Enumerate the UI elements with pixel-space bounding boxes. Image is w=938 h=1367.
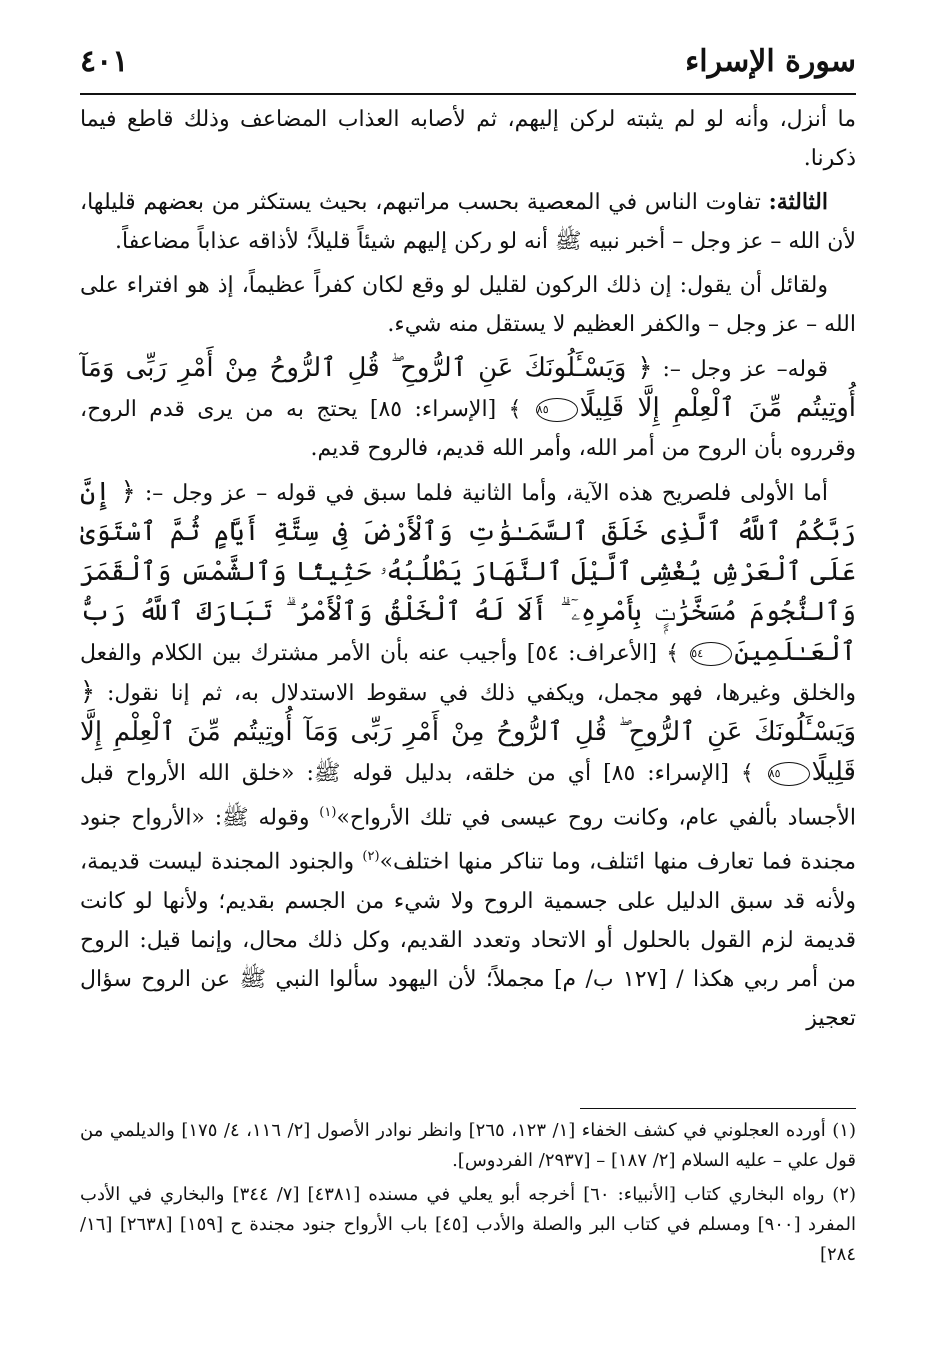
footnote-ref: (١) [319, 805, 337, 820]
paragraph-5 [80, 473, 856, 1038]
page-header [80, 38, 856, 94]
header-divider [80, 93, 856, 95]
paragraph-4 [80, 349, 856, 468]
footnote-1: (١) أورده العجلوني في كشف الخفاء [١/ ١٢٣، ٢٦٥] وانظر نوادر الأصول [٢/ ١١٦، ٤/ ١٧٥] والديلمي من قول علي – عليه السلام [٢/ ١٨٧] – [٢٩٣٧/ الفردوس]. [80, 1120, 856, 1171]
ayah-number-mark: ٨٥ [768, 762, 810, 786]
paragraph-4-text: ﴾ [الإسراء: ٨٥] يحتج به من يرى قدم الروح، وقرروه بأن الروح من أمر الله، وأمر الله قديم، فالروح قديم. [80, 397, 856, 461]
main-text [80, 100, 856, 1043]
paragraph-2 [80, 183, 856, 261]
footnotes [80, 1116, 856, 1274]
quran-verse: ﴿ إِنَّ رَبَّكُمُ ٱللَّهُ ٱلَّذِى خَلَقَ ٱلسَّمَـٰوَٰتِ وَٱلْأَرْضَ فِى سِتَّةِ أَيَّامٍ ثُمَّ ٱسْتَوَىٰ عَلَى ٱلْعَرْشِ يُغْشِى ٱلَّيْلَ ٱلنَّهَارَ يَطْلُبُهُۥ حَثِيثًا وَٱلشَّمْسَ وَٱلْقَمَرَ وَٱلنُّجُومَ مُسَخَّرَٰتٍۭ بِأَمْرِهِۦٓ ۗ أَلَا لَهُ ٱلْخَلْقُ وَٱلْأَمْرُ ۗ تَبَارَكَ ٱللَّهُ رَبُّ ٱلْعَـٰلَمِينَ [80, 477, 856, 667]
paragraph-5-intro: أما الأولى فلصريح هذه الآية، وأما الثانية فلما سبق في قوله – عز وجل –: [135, 481, 829, 506]
paragraph-4-intro: قوله– عز وجل –: [652, 357, 828, 382]
point-label: الثالثة: [768, 189, 828, 215]
ayah-number-mark: ٨٥ [536, 398, 578, 422]
footnote-divider [580, 1108, 856, 1109]
paragraph-1: ما أنزل، وأنه لو لم يثبته لركن إليهم، ثم لأصابه العذاب المضاعف وذلك قاطع فيما ذكرنا. [80, 107, 856, 171]
quran-verse: ﴿ وَيَسْـَٔلُونَكَ عَنِ ٱلرُّوحِ ۖ قُلِ ٱلرُّوحُ مِنْ أَمْرِ رَبِّى وَمَآ أُوتِيتُم مِّنَ ٱلْعِلْمِ إِلَّا قَلِيلًا [80, 677, 857, 787]
paragraph-5-text: ﴾ [الأعراف: ٥٤] وأجيب عنه بأن الأمر مشترك بين الكلام والفعل والخلق وغيرها، فهو مجمل، ويكفي ذلك في سقوط الاستدلال به، ثم إنا نقول: [80, 641, 856, 706]
footnote-2: (٢) رواه البخاري كتاب [الأنبياء: ٦٠] أخرجه أبو يعلي في مسنده [٤٣٨١] [٧/ ٣٤٤] والبخاري في الأدب المفرد [٩٠٠] ومسلم في كتاب البر والصلة والأدب [٤٥] باب الأرواح جنود مجندة ح [١٥٩] [٢٦٣٨] [١٦/ ٢٨٤] [80, 1184, 856, 1265]
quran-verse: ﴿ وَيَسْـَٔلُونَكَ عَنِ ٱلرُّوحِ ۖ قُلِ ٱلرُّوحُ مِنْ أَمْرِ رَبِّى وَمَآ أُوتِيتُم مِّنَ ٱلْعِلْمِ إِلَّا قَلِيلًا [80, 353, 856, 423]
paragraph-2-text: تفاوت الناس في المعصية بحسب مراتبهم، بحيث يستكثر من بعضهم قليلها، لأن الله – عز وجل – أخبر نبيه ﷺ أنه لو ركن إليهم شيئاً قليلاً؛ لأذاقه عذاباً مضاعفاً. [80, 190, 856, 254]
footnote-ref: (٢) [362, 849, 380, 865]
page-number: ٤٠١ [80, 44, 129, 79]
paragraph-3: ولقائل أن يقول: إن ذلك الركون لقليل لو وقع لكان كفراً عظيماً، إذ هو افتراء على الله – عز وجل – والكفر العظيم لا يستقل منه شيء. [80, 273, 856, 337]
paragraph-5-text: وقوله ﷺ: «الأرواح جنود مجندة فما تعارف منها ائتلف، وما تناكر منها اختلف» [80, 805, 856, 875]
surah-title: سورة الإسراء [685, 44, 856, 79]
ayah-number-mark: ٥٤ [690, 642, 732, 666]
paragraph-5-text: ﴾ [الإسراء: ٨٥] أي من خلقه، بدليل قوله ﷺ: «خلق الله الأرواح قبل الأجساد بألفي عام، وكانت روح عيسى في تلك الأرواح» [80, 761, 856, 831]
paragraph-5-text: والجنود المجندة ليست قديمة، ولأنه قد سبق الدليل على جسمية الروح ولا شيء من الجسم بقديم؛ ولأنها لو كانت قديمة لزم القول بالحلول أو الاتحاد وتعدد القديم، وكل ذلك محال، وإنما قيل: الروح من أمر ربي هكذا / [١٢٧ ب/ م] مجملاً؛ لأن اليهود سألوا النبي ﷺ عن الروح سؤال تعجيز [80, 849, 857, 1031]
